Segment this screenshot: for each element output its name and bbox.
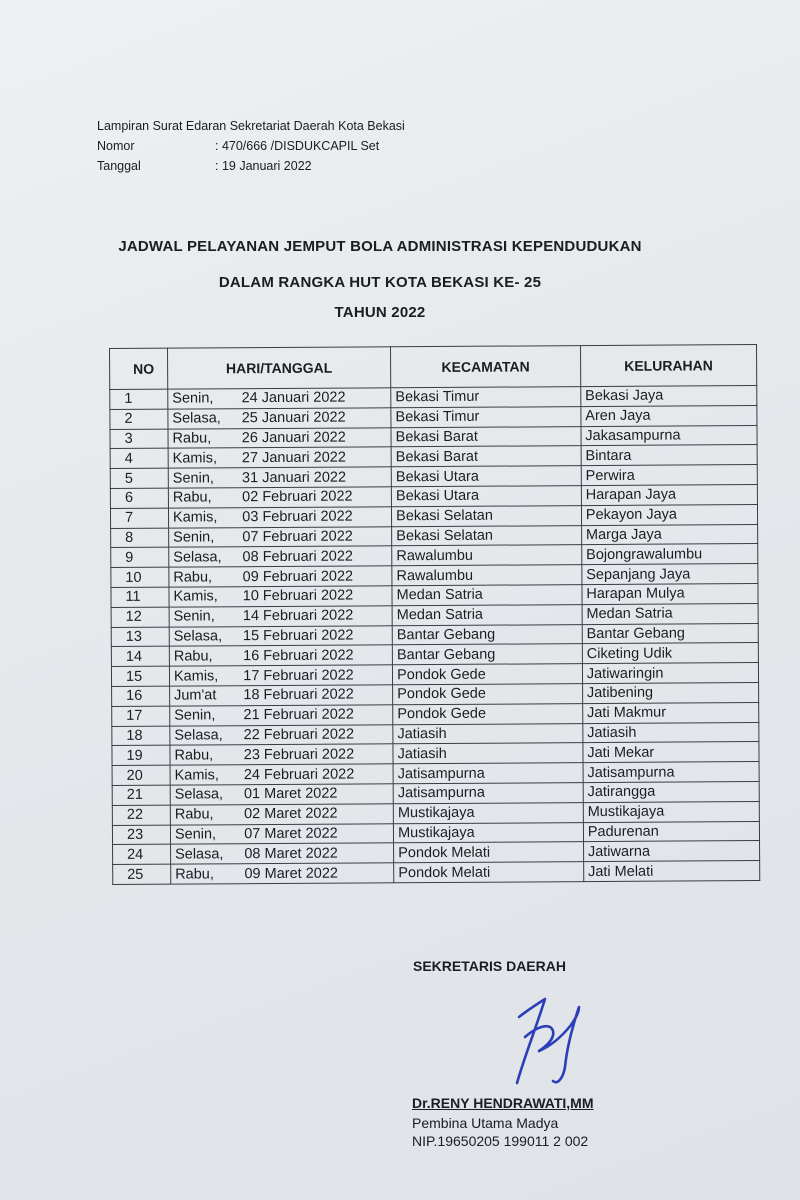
cell-kelurahan: Harapan Jaya <box>581 485 757 506</box>
cell-no: 15 <box>111 666 169 686</box>
cell-date: 07 Maret 2022 <box>240 823 393 844</box>
cell-kecamatan: Pondok Gede <box>393 703 583 724</box>
cell-day: Kamis, <box>168 507 238 527</box>
cell-no: 16 <box>112 686 170 706</box>
cell-day: Kamis, <box>169 587 239 607</box>
cell-no: 8 <box>111 528 169 548</box>
cell-kecamatan: Jatisampurna <box>393 763 583 784</box>
cell-date: 14 Februari 2022 <box>239 606 392 627</box>
cell-no: 7 <box>110 508 168 528</box>
cell-date: 01 Maret 2022 <box>240 784 393 805</box>
cell-date: 03 Februari 2022 <box>238 507 391 528</box>
cell-kecamatan: Rawalumbu <box>392 565 582 586</box>
tanggal-value: : 19 Januari 2022 <box>215 159 312 173</box>
cell-no: 6 <box>110 488 168 508</box>
cell-date: 16 Februari 2022 <box>239 645 392 666</box>
cell-date: 24 Januari 2022 <box>237 388 390 409</box>
cell-kelurahan: Jati Makmur <box>583 702 759 723</box>
cell-day: Kamis, <box>169 666 239 686</box>
cell-date: 21 Februari 2022 <box>239 705 392 726</box>
cell-day: Senin, <box>169 527 239 547</box>
cell-no: 21 <box>112 785 170 805</box>
cell-kelurahan: Padurenan <box>583 821 759 842</box>
cell-no: 20 <box>112 765 170 785</box>
cell-kecamatan: Bekasi Utara <box>391 466 581 487</box>
cell-no: 17 <box>112 706 170 726</box>
cell-no: 12 <box>111 607 169 627</box>
cell-kecamatan: Mustikajaya <box>393 802 583 823</box>
cell-kelurahan: Aren Jaya <box>581 405 757 426</box>
cell-kelurahan: Bantar Gebang <box>582 623 758 644</box>
cell-day: Selasa, <box>168 409 238 429</box>
cell-no: 4 <box>110 449 168 469</box>
cell-kelurahan: Jatisampurna <box>583 762 759 783</box>
signature-stroke <box>517 999 579 1083</box>
cell-kecamatan: Mustikajaya <box>394 822 584 843</box>
cell-kecamatan: Rawalumbu <box>392 545 582 566</box>
cell-kelurahan: Jatiwaringin <box>582 663 758 684</box>
table-row <box>113 861 760 885</box>
cell-no: 5 <box>110 468 168 488</box>
cell-kelurahan: Harapan Mulya <box>582 584 758 605</box>
cell-date: 15 Februari 2022 <box>239 625 392 646</box>
cell-kecamatan: Pondok Gede <box>393 684 583 705</box>
cell-date: 17 Februari 2022 <box>239 665 392 686</box>
cell-no: 19 <box>112 745 170 765</box>
tanggal-label: Tanggal <box>97 159 141 173</box>
cell-day: Kamis, <box>170 765 240 785</box>
cell-no: 23 <box>112 825 170 845</box>
cell-no: 3 <box>110 429 168 449</box>
cell-no: 25 <box>113 864 171 884</box>
cell-no: 2 <box>110 409 168 429</box>
cell-date: 26 Januari 2022 <box>238 427 391 448</box>
cell-kelurahan: Medan Satria <box>582 603 758 624</box>
cell-kecamatan: Bekasi Selatan <box>392 505 582 526</box>
cell-kecamatan: Bekasi Timur <box>391 406 581 427</box>
document-title-line-1: JADWAL PELAYANAN JEMPUT BOLA ADMINISTRASI KEPENDUDUKAN <box>118 238 642 255</box>
cell-day: Kamis, <box>168 448 238 468</box>
cell-date: 24 Februari 2022 <box>240 764 393 785</box>
cell-kelurahan: Marga Jaya <box>581 524 757 545</box>
signatory-title: SEKRETARIS DAERAH <box>413 958 566 974</box>
cell-day: Senin, <box>168 389 238 409</box>
cell-date: 23 Februari 2022 <box>240 744 393 765</box>
cell-date: 18 Februari 2022 <box>239 685 392 706</box>
cell-no: 10 <box>111 567 169 587</box>
cell-kecamatan: Bekasi Utara <box>391 486 581 507</box>
cell-no: 22 <box>112 805 170 825</box>
cell-no: 14 <box>111 646 169 666</box>
cell-kelurahan: Jati Mekar <box>583 742 759 763</box>
cell-date: 27 Januari 2022 <box>238 447 391 468</box>
attachment-line: Lampiran Surat Edaran Sekretariat Daerah Kota Bekasi <box>97 119 405 133</box>
cell-kecamatan: Pondok Melati <box>394 862 584 883</box>
cell-kelurahan: Bintara <box>581 445 757 466</box>
cell-date: 02 Maret 2022 <box>240 804 393 825</box>
cell-date: 25 Januari 2022 <box>238 408 391 429</box>
cell-day: Senin, <box>168 468 238 488</box>
handwritten-signature <box>505 995 595 1090</box>
cell-day: Selasa, <box>171 844 241 864</box>
table-header-row <box>110 345 757 390</box>
cell-day: Rabu, <box>170 804 240 824</box>
cell-date: 02 Februari 2022 <box>238 487 391 508</box>
cell-kelurahan: Jatirangga <box>583 781 759 802</box>
cell-date: 31 Januari 2022 <box>238 467 391 488</box>
schedule-table <box>109 344 760 885</box>
cell-kecamatan: Bantar Gebang <box>392 644 582 665</box>
nomor-label: Nomor <box>97 139 135 153</box>
cell-day: Selasa, <box>170 785 240 805</box>
cell-day: Jum'at <box>170 686 240 706</box>
cell-kelurahan: Jatiwarna <box>583 841 759 862</box>
cell-kelurahan: Jati Melati <box>583 861 759 882</box>
header-hari-tanggal: HARI/TANGGAL <box>167 347 390 389</box>
cell-kecamatan: Bekasi Barat <box>391 446 581 467</box>
header-kelurahan: KELURAHAN <box>580 345 756 387</box>
cell-day: Selasa, <box>169 547 239 567</box>
cell-kelurahan: Bojongrawalumbu <box>582 544 758 565</box>
table-body <box>110 386 760 885</box>
cell-date: 10 Februari 2022 <box>239 586 392 607</box>
cell-kelurahan: Jakasampurna <box>581 425 757 446</box>
nomor-row <box>97 136 405 156</box>
cell-kelurahan: Sepanjang Jaya <box>582 564 758 585</box>
cell-kecamatan: Bekasi Timur <box>391 387 581 408</box>
cell-day: Rabu, <box>169 567 239 587</box>
cell-day: Rabu, <box>168 488 238 508</box>
cell-day: Rabu, <box>171 864 241 884</box>
cell-kecamatan: Pondok Gede <box>393 664 583 685</box>
cell-kecamatan: Bekasi Barat <box>391 426 581 447</box>
signer-nip: NIP.19650205 199011 2 002 <box>412 1133 589 1149</box>
cell-date: 08 Maret 2022 <box>240 843 393 864</box>
header-no: NO <box>110 348 168 389</box>
cell-no: 18 <box>112 726 170 746</box>
cell-date: 07 Februari 2022 <box>238 526 391 547</box>
cell-kecamatan: Bekasi Selatan <box>392 525 582 546</box>
nomor-value: : 470/666 /DISDUKCAPIL Set <box>215 139 380 153</box>
cell-date: 09 Maret 2022 <box>240 863 393 884</box>
cell-kecamatan: Jatiasih <box>393 743 583 764</box>
cell-kelurahan: Pekayon Jaya <box>581 504 757 525</box>
document-title-line-3: TAHUN 2022 <box>334 304 426 321</box>
cell-day: Senin, <box>170 705 240 725</box>
cell-kelurahan: Jatiasih <box>583 722 759 743</box>
cell-day: Senin, <box>170 824 240 844</box>
cell-no: 24 <box>113 844 171 864</box>
cell-day: Selasa, <box>170 725 240 745</box>
cell-date: 08 Februari 2022 <box>238 546 391 567</box>
cell-no: 13 <box>111 627 169 647</box>
cell-day: Rabu, <box>170 745 240 765</box>
cell-day: Senin, <box>169 606 239 626</box>
cell-kecamatan: Bantar Gebang <box>392 624 582 645</box>
cell-no: 11 <box>111 587 169 607</box>
cell-date: 22 Februari 2022 <box>240 724 393 745</box>
cell-no: 1 <box>110 389 168 409</box>
cell-kecamatan: Medan Satria <box>392 604 582 625</box>
cell-kelurahan: Bekasi Jaya <box>581 386 757 407</box>
signer-rank: Pembina Utama Madya <box>412 1115 559 1131</box>
cell-kelurahan: Jatibening <box>582 682 758 703</box>
cell-day: Selasa, <box>169 626 239 646</box>
header-kecamatan: KECAMATAN <box>391 346 581 388</box>
signer-name: Dr.RENY HENDRAWATI,MM <box>412 1095 594 1111</box>
cell-date: 09 Februari 2022 <box>239 566 392 587</box>
cell-kecamatan: Pondok Melati <box>394 842 584 863</box>
cell-kecamatan: Medan Satria <box>392 585 582 606</box>
cell-no: 9 <box>111 548 169 568</box>
cell-kecamatan: Jatisampurna <box>393 783 583 804</box>
letter-reference <box>97 116 405 176</box>
cell-kelurahan: Ciketing Udik <box>582 643 758 664</box>
cell-kelurahan: Mustikajaya <box>583 801 759 822</box>
cell-day: Rabu, <box>169 646 239 666</box>
cell-kecamatan: Jatiasih <box>393 723 583 744</box>
cell-day: Rabu, <box>168 428 238 448</box>
document-title-line-2: DALAM RANGKA HUT KOTA BEKASI KE- 25 <box>218 274 542 291</box>
cell-kelurahan: Perwira <box>581 465 757 486</box>
tanggal-row <box>97 156 405 176</box>
